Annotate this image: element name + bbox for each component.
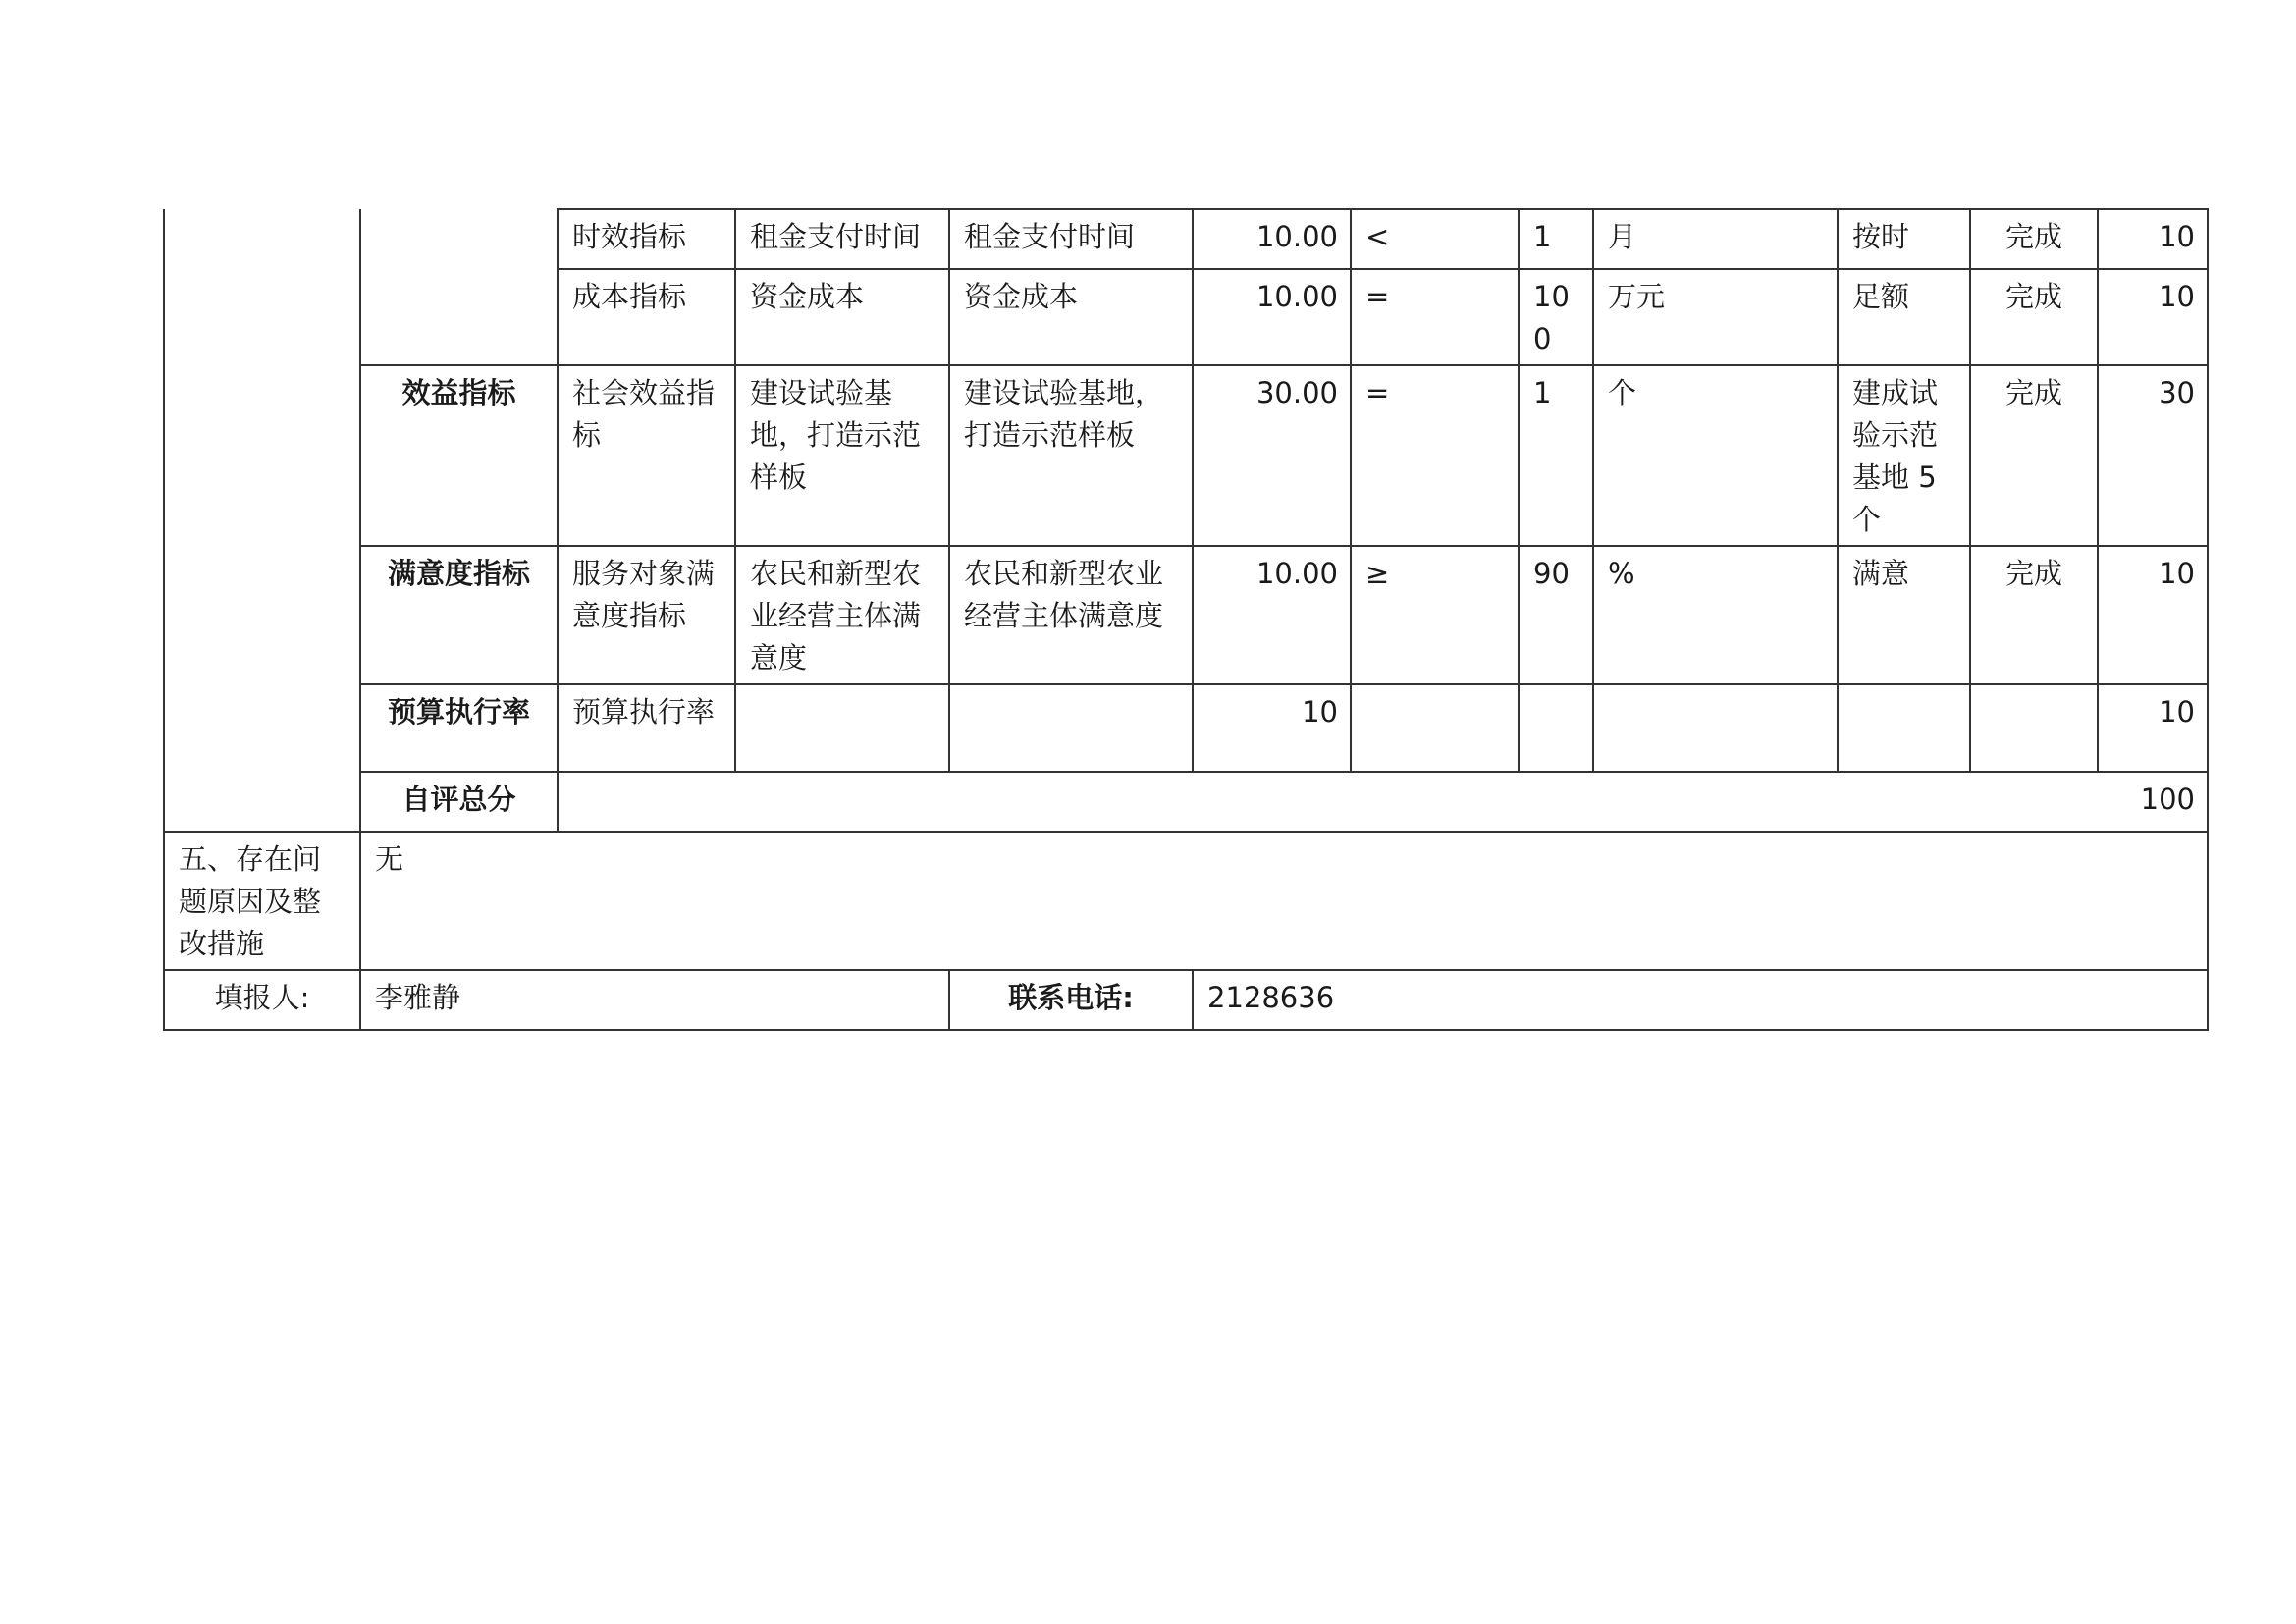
- score: 10: [2098, 269, 2208, 365]
- indicator-content: 建设试验基地，打造示范样板: [949, 365, 1193, 546]
- footer-row: [164, 970, 2208, 1030]
- unit: 万元: [1593, 269, 1838, 365]
- weight-value: 10: [1193, 684, 1351, 772]
- level2-cell: [360, 209, 558, 365]
- indicator-content: 租金支付时间: [949, 209, 1193, 269]
- issues-row: [164, 832, 2208, 970]
- completion-status: 完成: [1970, 269, 2098, 365]
- issues-label: 五、存在问题原因及整改措施: [164, 832, 360, 970]
- issues-content: 无: [360, 832, 2208, 970]
- level2-indicator: 满意度指标: [360, 546, 558, 684]
- score: 30: [2098, 365, 2208, 546]
- target-value: [1519, 684, 1593, 772]
- target-value: 1: [1519, 365, 1593, 546]
- target-value: 1: [1519, 209, 1593, 269]
- indicator-name: 建设试验基地，打造示范样板: [735, 365, 949, 546]
- level1-cell: [164, 209, 360, 832]
- weight-value: 10.00: [1193, 209, 1351, 269]
- completion-status: 完成: [1970, 546, 2098, 684]
- unit: %: [1593, 546, 1838, 684]
- filler-name: 李雅静: [360, 970, 949, 1030]
- table-row: [164, 365, 2208, 546]
- actual-value: 建成试验示范基地 5 个: [1838, 365, 1970, 546]
- score: 10: [2098, 684, 2208, 772]
- indicator-name: 租金支付时间: [735, 209, 949, 269]
- table-row: [164, 209, 2208, 269]
- actual-value: 足额: [1838, 269, 1970, 365]
- level2-indicator: 效益指标: [360, 365, 558, 546]
- target-value: 90: [1519, 546, 1593, 684]
- total-row: [164, 772, 2208, 832]
- indicator-content: 资金成本: [949, 269, 1193, 365]
- actual-value: 满意: [1838, 546, 1970, 684]
- indicator-content: [949, 684, 1193, 772]
- operator: [1351, 684, 1519, 772]
- operator: =: [1351, 269, 1519, 365]
- total-score: 100: [558, 772, 2208, 832]
- phone-number: 2128636: [1193, 970, 2208, 1030]
- level3-indicator: 时效指标: [558, 209, 735, 269]
- phone-label: 联系电话:: [949, 970, 1193, 1030]
- level3-indicator: 服务对象满意度指标: [558, 546, 735, 684]
- operator: =: [1351, 365, 1519, 546]
- indicator-name: [735, 684, 949, 772]
- table-row: [164, 546, 2208, 684]
- weight-value: 10.00: [1193, 269, 1351, 365]
- completion-status: 完成: [1970, 365, 2098, 546]
- weight-value: 30.00: [1193, 365, 1351, 546]
- actual-value: [1838, 684, 1970, 772]
- target-value: 100: [1519, 269, 1593, 365]
- score: 10: [2098, 209, 2208, 269]
- total-label: 自评总分: [360, 772, 558, 832]
- performance-table: [163, 208, 2209, 1031]
- indicator-content: 农民和新型农业经营主体满意度: [949, 546, 1193, 684]
- operator: <: [1351, 209, 1519, 269]
- unit: 月: [1593, 209, 1838, 269]
- level2-indicator: 预算执行率: [360, 684, 558, 772]
- indicator-name: 资金成本: [735, 269, 949, 365]
- level3-indicator: 预算执行率: [558, 684, 735, 772]
- completion-status: [1970, 684, 2098, 772]
- filler-label: 填报人:: [164, 970, 360, 1030]
- performance-evaluation-sheet: [163, 208, 2207, 1031]
- completion-status: 完成: [1970, 209, 2098, 269]
- table-row: [164, 684, 2208, 772]
- unit: 个: [1593, 365, 1838, 546]
- indicator-name: 农民和新型农业经营主体满意度: [735, 546, 949, 684]
- level3-indicator: 成本指标: [558, 269, 735, 365]
- unit: [1593, 684, 1838, 772]
- operator: ≥: [1351, 546, 1519, 684]
- weight-value: 10.00: [1193, 546, 1351, 684]
- score: 10: [2098, 546, 2208, 684]
- actual-value: 按时: [1838, 209, 1970, 269]
- level3-indicator: 社会效益指标: [558, 365, 735, 546]
